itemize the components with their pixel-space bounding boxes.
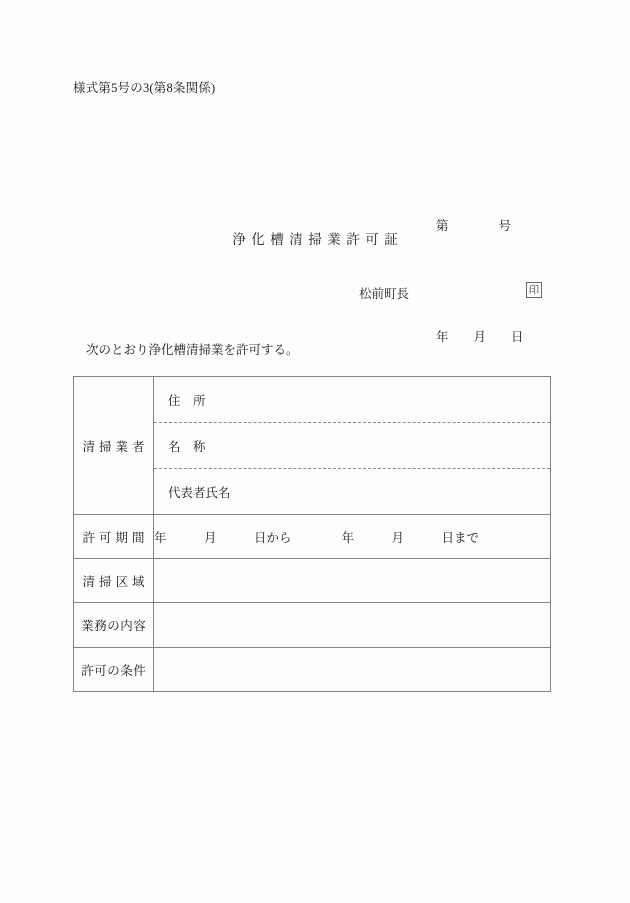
list-item bbox=[154, 469, 550, 515]
subfield-label-address: 住 所 bbox=[154, 377, 550, 423]
row-label-cleaning-operator: 清掃業者 bbox=[74, 377, 154, 515]
operator-subfield-stack bbox=[154, 377, 550, 514]
row-label-permit-conditions: 許可の条件 bbox=[74, 648, 154, 692]
row-label-business-content: 業務の内容 bbox=[74, 603, 154, 648]
table-row bbox=[74, 559, 551, 603]
list-item bbox=[154, 423, 550, 469]
issue-date-line: 年 月 日 bbox=[436, 330, 524, 344]
lead-sentence: 次のとおり浄化槽清掃業を許可する。 bbox=[86, 343, 299, 357]
page-title: 浄化槽清掃業許可証 bbox=[232, 232, 404, 247]
issuer-name: 松前町長 bbox=[359, 287, 410, 301]
table-row bbox=[74, 648, 551, 692]
table-row bbox=[74, 603, 551, 648]
permit-period-value: 年 月 日から 年 月 日まで bbox=[154, 515, 551, 559]
form-number: 様式第5号の3(第8条関係) bbox=[73, 81, 216, 95]
subfield-label-representative: 代表者氏名 bbox=[168, 485, 231, 500]
cleaning-area-value bbox=[154, 559, 551, 603]
document-number-line: 第 号 bbox=[436, 219, 512, 233]
table-row bbox=[74, 515, 551, 559]
permit-conditions-value bbox=[154, 648, 551, 692]
seal-stamp-icon: 印 bbox=[526, 282, 542, 298]
row-label-cleaning-area: 清掃区域 bbox=[74, 559, 154, 603]
business-content-value bbox=[154, 603, 551, 648]
table-row bbox=[74, 377, 551, 515]
permit-details-table bbox=[73, 376, 551, 692]
list-item bbox=[154, 377, 550, 423]
row-label-permit-period: 許可期間 bbox=[74, 515, 154, 559]
cleaning-operator-fields bbox=[154, 377, 551, 515]
subfield-label-name: 名 称 bbox=[154, 423, 550, 469]
